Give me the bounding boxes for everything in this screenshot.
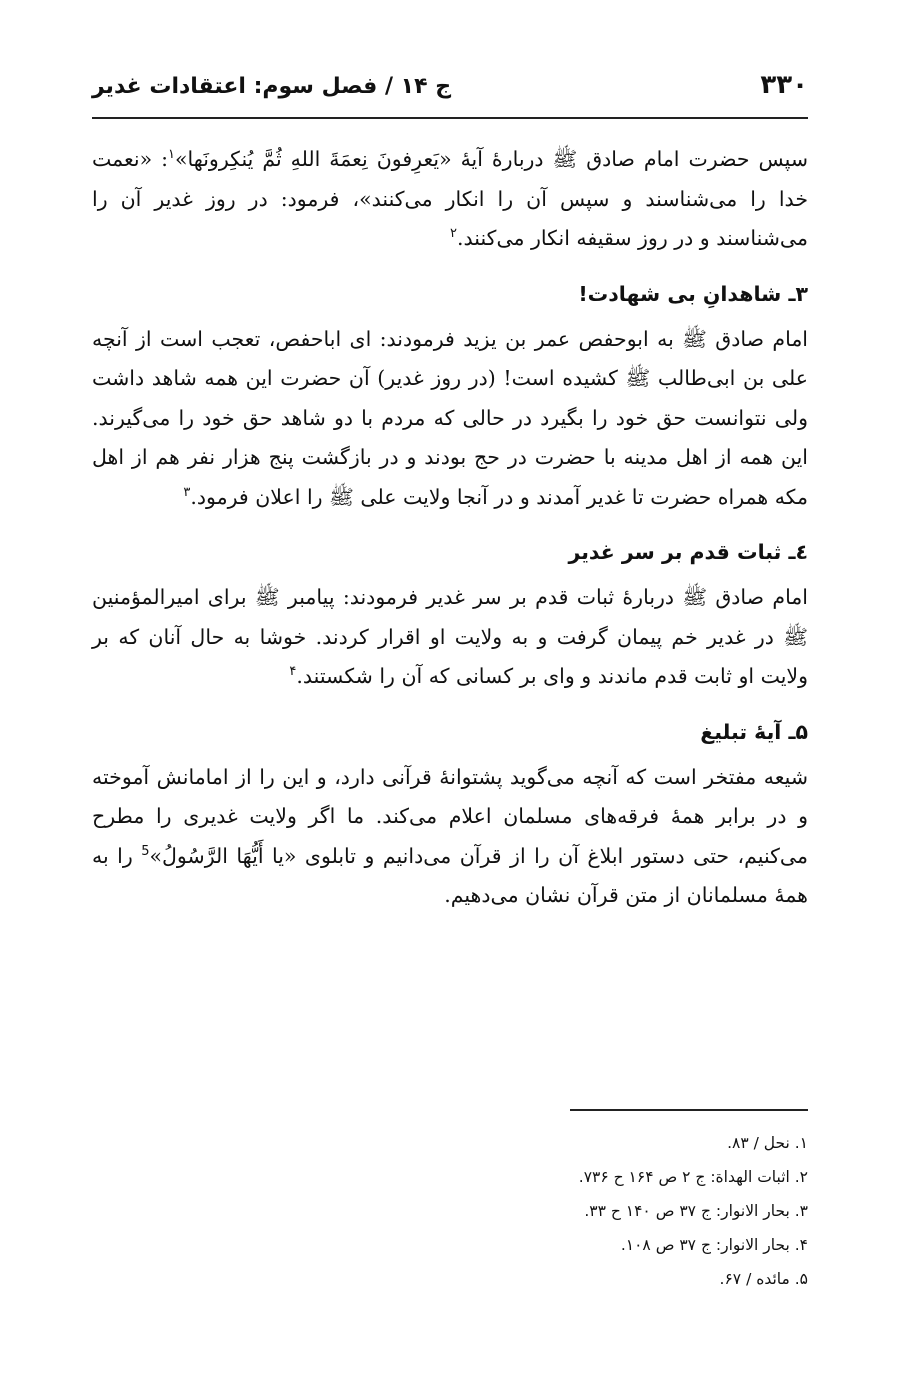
footnote-item: ۴. بحار الانوار: ج ۳۷ ص ۱۰۸. xyxy=(620,1236,808,1254)
section-5-paragraph xyxy=(92,758,808,916)
page-body xyxy=(92,140,808,916)
footnote-item: ۲. اثبات الهداة: ج ۲ ص ۱۶۴ ح ۷۳۶. xyxy=(578,1168,808,1186)
section-4-text: امام صادق ﷺ دربارهٔ ثبات قدم بر سر غدیر فرمودند: پیامبر ﷺ برای امیرالمؤمنین ﷺ در غدیر خم پیمان گرفت و به ولایت او اقرار کردند. خوشا به حال آنان که بر ولایت او ثابت قدم ماندند و وای بر کسانی که آن را شکستند. xyxy=(92,585,808,688)
footnote-ref[interactable]: ۴ xyxy=(289,664,297,680)
footnote-ref[interactable]: ۱ xyxy=(168,147,175,163)
section-5-text: شیعه مفتخر است که آنچه می‌گوید پشتوانهٔ قرآنی دارد، و این را از امامانش آموخته و در برابر همهٔ فرقه‌های مسلمان اعلام می‌کند. ما اگر ولایت غدیری را مطرح می‌کنیم، حتی دستور ابلاغ آن را از قرآن می‌دانیم و تابلوی «یا أَیُّهَا الرَّسُولُ» xyxy=(92,764,808,868)
footnote-separator xyxy=(570,1109,808,1111)
section-4-paragraph xyxy=(92,578,808,697)
footnotes-list xyxy=(92,1126,808,1296)
intro-text: سپس حضرت امام صادق ﷺ دربارهٔ آیهٔ «یَعرِفونَ نِعمَةَ اللهِ ثُمَّ یُنکِرونَها» xyxy=(174,147,808,171)
footnote-ref[interactable]: ۳ xyxy=(183,484,191,500)
header-rule xyxy=(92,117,808,119)
intro-paragraph xyxy=(92,140,808,259)
section-3-text: امام صادق ﷺ به ابوحفص عمر بن یزید فرمودند: ای اباحفص، تعجب است از آنچه علی بن ابی‌طالب ﷺ کشیده است! (در روز غدیر) آن حضرت این همه شاهد داشت ولی نتوانست حق خود را بگیرد در حالی که مردم با دو شاهد حق خود را می‌گیرند. این همه از اهل مدینه با حضرت در حج بودند و در بازگشت پنج هزار نفر هم از اهل مکه همراه حضرت تا غدیر آمدند و در آنجا ولایت علی ﷺ را اعلان فرمود. xyxy=(92,326,808,509)
footnote-item: ۵. مائده / ۶۷. xyxy=(719,1270,808,1288)
section-heading-5: ۵ـ آیهٔ تبلیغ xyxy=(700,719,808,744)
intro-text-cont: : «نعمت خدا را می‌شناسند و سپس آن را انکار می‌کنند»، فرمود: در روز غدیر آن را می‌شناسند و در روز سقیفه انکار می‌کنند. xyxy=(92,147,808,250)
section-heading-4: ٤ـ ثبات قدم بر سر غدیر xyxy=(568,540,808,564)
page-number: ۳۳۰ xyxy=(760,70,808,100)
section-5-text-cont: را به همهٔ مسلمانان از متن قرآن نشان می‌دهیم. xyxy=(92,843,808,907)
running-title: ج ۱۴ / فصل سوم: اعتقادات غدیر xyxy=(92,74,452,99)
running-header xyxy=(92,70,808,100)
section-heading-3: ۳ـ شاهدانِ بی شهادت! xyxy=(578,281,808,306)
footnote-item: ۳. بحار الانوار: ج ۳۷ ص ۱۴۰ ح ۳۳. xyxy=(584,1202,808,1220)
footnote-item: ۱. نحل / ۸۳. xyxy=(727,1134,808,1152)
section-3-paragraph xyxy=(92,320,808,518)
footnote-ref[interactable]: 5 xyxy=(141,843,150,859)
footnote-ref[interactable]: ۲ xyxy=(450,226,458,242)
